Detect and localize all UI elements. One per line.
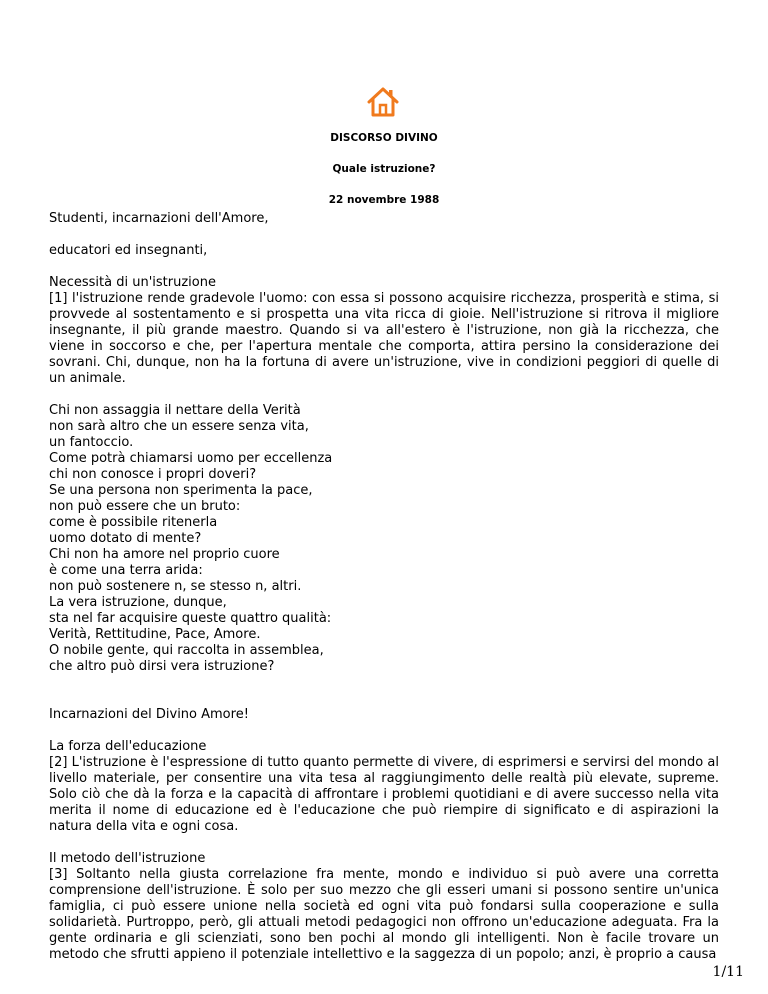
poem-line: non sarà altro che un essere senza vita, [49,419,309,434]
poem-line: chi non conosce i propri doveri? [49,467,257,482]
section-metodo [49,851,719,963]
section-necessita [49,275,719,387]
poem-line: Come potrà chiamarsi uomo per eccellenza [49,451,333,466]
greeting-line-1: Studenti, incarnazioni dell'Amore, [49,211,269,226]
section-forza [49,739,719,835]
poem-line: che altro può dirsi vera istruzione? [49,659,275,674]
discourse-title: DISCORSO DIVINO [330,132,438,144]
page-number: 1/11 [712,964,744,980]
section-text: [1] l'istruzione rende gradevole l'uomo: con essa si possono acquisire ricchezza, prosperità e stima, si provvede al sostentamento e si prospetta una vita ricca di gioie. Nell'istruzione si ritrova il migliore insegnante, il più grande maestro. Quando si va all'estero è l'istruzione, non già la ricchezza, che viene in soccorso e che, per l'apertura mentale che comporta, attira persino la considerazione dei sovrani. Chi, dunque, non ha la fortuna di avere un'istruzione, vive in condizioni peggiori di quelle di un animale. [49,291,719,386]
poem-line: sta nel far acquisire queste quattro qualità: [49,611,332,626]
poem-line: non può essere che un bruto: [49,499,241,514]
section-text: [2] L'istruzione è l'espressione di tutto quanto permette di vivere, di esprimersi e servirsi del mondo al livello materiale, per consentire una vita tesa al raggiungimento delle realtà più elevate, supreme. Solo ciò che dà la forza e la capacità di affrontare i problemi quotidiani e di avere successo nella vita merita il nome di educazione ed è l'educazione che può riempire di significato e di aspirazioni la natura della vita e ogni cosa. [49,755,719,834]
discourse-subtitle: Quale istruzione? [332,163,436,175]
poem-line: La vera istruzione, dunque, [49,595,227,610]
greeting-line-2: educatori ed insegnanti, [49,243,208,258]
section-text: [3] Soltanto nella giusta correlazione fra mente, mondo e individuo si può avere una corretta comprensione dell'istruzione. È solo per suo mezzo che gli esseri umani si possono sentire un'unica famiglia, ci può essere unione nella società ed ogni vita può fondarsi sulla cooperazione e sulla solidarietà. Purtroppo, però, gli attuali metodi pedagogici non offrono un'educazione adeguata. Fra la gente ordinaria e gli scienziati, sono ben pochi al mondo gli intelligenti. Non è facile trovare un metodo che sfrutti appieno il potenziale intellettivo e la saggezza di un popolo; anzi, è proprio a causa [49,867,719,962]
poem-line: come è possibile ritenerla [49,515,218,530]
poem-line: non può sostenere n, se stesso n, altri. [49,579,302,594]
poem-line: Chi non assaggia il nettare della Verità [49,403,301,418]
poem-line: Chi non ha amore nel proprio cuore [49,547,280,562]
poem-line: O nobile gente, qui raccolta in assemblea, [49,643,324,658]
poem-line: un fantoccio. [49,435,134,450]
poem [49,403,719,675]
home-icon[interactable] [366,86,400,118]
section-heading: La forza dell'educazione [49,739,207,754]
discourse-date: 22 novembre 1988 [328,194,440,206]
poem-line: Verità, Rettitudine, Pace, Amore. [49,627,261,642]
exclamation: Incarnazioni del Divino Amore! [49,707,249,722]
section-heading: Il metodo dell'istruzione [49,851,206,866]
poem-line: Se una persona non sperimenta la pace, [49,483,313,498]
poem-line: uomo dotato di mente? [49,531,202,546]
poem-line: è come una terra arida: [49,563,203,578]
section-heading: Necessità di un'istruzione [49,275,216,290]
discourse-body [49,211,719,979]
